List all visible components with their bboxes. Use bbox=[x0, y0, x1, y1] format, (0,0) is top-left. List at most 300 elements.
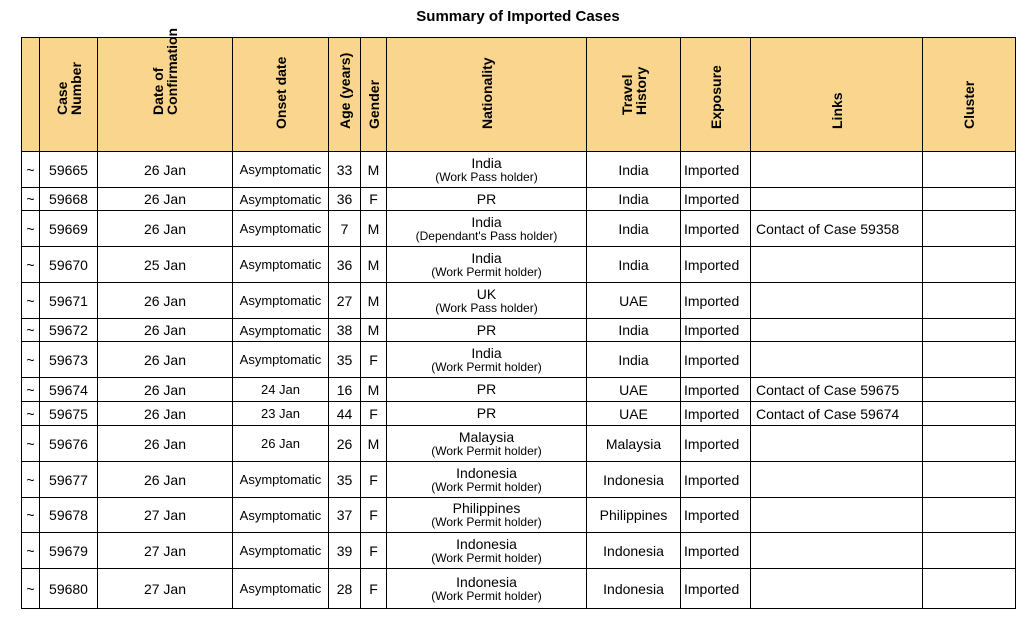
exposure-cell bbox=[681, 152, 751, 188]
gender-cell bbox=[361, 342, 387, 378]
row-mark bbox=[22, 462, 40, 498]
header-nationality bbox=[387, 38, 587, 152]
exposure: Imported bbox=[684, 580, 740, 597]
pass-type: (Work Permit holder) bbox=[431, 359, 542, 374]
cluster-cell bbox=[923, 188, 1016, 211]
nationality-cell bbox=[387, 378, 587, 402]
age: 44 bbox=[336, 405, 353, 422]
gender: F bbox=[369, 580, 378, 597]
pass-type: (Dependant's Pass holder) bbox=[415, 228, 558, 243]
gender: M bbox=[367, 161, 380, 178]
case-number-cell bbox=[40, 462, 98, 498]
age: 38 bbox=[336, 322, 353, 338]
nationality: Indonesia bbox=[456, 573, 517, 590]
row-mark-text: ~ bbox=[26, 322, 35, 338]
row-mark-text: ~ bbox=[26, 292, 35, 309]
onset-date-cell bbox=[233, 533, 329, 569]
cluster-cell bbox=[923, 152, 1016, 188]
confirmation-date-cell bbox=[98, 402, 233, 426]
header-nationality-label: Nationality bbox=[478, 57, 495, 129]
cluster-cell bbox=[923, 247, 1016, 283]
case-number-cell bbox=[40, 211, 98, 247]
case-number-cell bbox=[40, 569, 98, 609]
onset-date-cell bbox=[233, 211, 329, 247]
case-number-cell bbox=[40, 402, 98, 426]
age-cell bbox=[329, 533, 361, 569]
case-number: 59672 bbox=[49, 322, 88, 338]
exposure: Imported bbox=[684, 292, 740, 309]
onset-date: 24 Jan bbox=[260, 382, 301, 397]
pass-type: (Work Permit holder) bbox=[431, 479, 542, 494]
travel-history-cell bbox=[587, 283, 681, 319]
table-row bbox=[22, 152, 1016, 188]
age: 7 bbox=[340, 220, 349, 237]
travel-history: India bbox=[618, 256, 649, 273]
case-number-cell bbox=[40, 378, 98, 402]
onset-date: Asymptomatic bbox=[239, 162, 322, 177]
table-row bbox=[22, 342, 1016, 378]
pass-type: (Work Permit holder) bbox=[431, 588, 542, 603]
travel-history-cell bbox=[587, 342, 681, 378]
nationality-cell bbox=[387, 462, 587, 498]
table-row bbox=[22, 462, 1016, 498]
gender-cell bbox=[361, 462, 387, 498]
row-mark-text: ~ bbox=[26, 220, 35, 237]
case-number: 59679 bbox=[49, 542, 88, 559]
exposure: Imported bbox=[684, 351, 740, 368]
onset-date-cell bbox=[233, 188, 329, 211]
row-mark-text: ~ bbox=[26, 161, 35, 178]
header-case-number bbox=[40, 38, 98, 152]
nationality: PR bbox=[476, 321, 497, 338]
age-cell bbox=[329, 569, 361, 609]
links-cell bbox=[751, 402, 923, 426]
onset-date-cell bbox=[233, 378, 329, 402]
exposure-cell bbox=[681, 283, 751, 319]
header-travel-history bbox=[587, 38, 681, 152]
cluster-cell bbox=[923, 569, 1016, 609]
header-cluster bbox=[923, 38, 1016, 152]
confirmation-date: 26 Jan bbox=[143, 381, 187, 398]
onset-date: Asymptomatic bbox=[239, 581, 322, 596]
onset-date-cell bbox=[233, 247, 329, 283]
onset-date: Asymptomatic bbox=[239, 191, 322, 207]
table-row bbox=[22, 319, 1016, 342]
confirmation-date: 26 Jan bbox=[143, 220, 187, 237]
onset-date-cell bbox=[233, 319, 329, 342]
exposure: Imported bbox=[684, 256, 740, 273]
confirmation-date: 26 Jan bbox=[143, 191, 187, 207]
header-age-label: Age (years) bbox=[336, 52, 353, 129]
cluster-cell bbox=[923, 462, 1016, 498]
exposure: Imported bbox=[684, 507, 740, 523]
travel-history: Indonesia bbox=[603, 542, 664, 559]
header-date-of-confirmation bbox=[98, 27, 233, 152]
gender-cell bbox=[361, 533, 387, 569]
onset-date: Asymptomatic bbox=[239, 472, 322, 487]
gender: M bbox=[367, 322, 380, 338]
nationality: India bbox=[471, 344, 502, 361]
onset-date-cell bbox=[233, 152, 329, 188]
pass-type: (Work Pass holder) bbox=[435, 169, 538, 184]
confirmation-date-cell bbox=[98, 462, 233, 498]
case-number: 59680 bbox=[49, 580, 88, 597]
cluster-cell bbox=[923, 319, 1016, 342]
age-cell bbox=[329, 283, 361, 319]
onset-date: Asymptomatic bbox=[239, 322, 322, 338]
pass-type: (Work Pass holder) bbox=[435, 300, 538, 315]
confirmation-date-cell bbox=[98, 378, 233, 402]
confirmation-date-cell bbox=[98, 283, 233, 319]
travel-history-cell bbox=[587, 211, 681, 247]
confirmation-date: 26 Jan bbox=[143, 292, 187, 309]
links-cell bbox=[751, 426, 923, 462]
travel-history: Malaysia bbox=[605, 435, 662, 452]
age: 36 bbox=[336, 256, 353, 273]
cluster-cell bbox=[923, 426, 1016, 462]
table-row bbox=[22, 426, 1016, 462]
row-mark bbox=[22, 152, 40, 188]
exposure: Imported bbox=[684, 161, 740, 178]
confirmation-date: 26 Jan bbox=[143, 471, 187, 488]
onset-date-cell bbox=[233, 498, 329, 533]
exposure-cell bbox=[681, 319, 751, 342]
age-cell bbox=[329, 426, 361, 462]
confirmation-date-cell bbox=[98, 319, 233, 342]
age-cell bbox=[329, 342, 361, 378]
nationality: Malaysia bbox=[458, 428, 515, 445]
travel-history-cell bbox=[587, 378, 681, 402]
case-number-cell bbox=[40, 283, 98, 319]
case-number-cell bbox=[40, 319, 98, 342]
table-row bbox=[22, 402, 1016, 426]
cluster-cell bbox=[923, 498, 1016, 533]
nationality: PR bbox=[476, 405, 497, 421]
confirmation-date: 27 Jan bbox=[143, 542, 187, 559]
travel-history-cell bbox=[587, 152, 681, 188]
row-mark-text: ~ bbox=[26, 351, 35, 368]
exposure-cell bbox=[681, 188, 751, 211]
onset-date-cell bbox=[233, 462, 329, 498]
age: 35 bbox=[336, 471, 353, 488]
row-mark bbox=[22, 247, 40, 283]
header-exposure-label: Exposure bbox=[707, 65, 724, 129]
exposure-cell bbox=[681, 402, 751, 426]
age: 27 bbox=[336, 292, 353, 309]
header-gender-label: Gender bbox=[365, 79, 382, 129]
row-mark-text: ~ bbox=[26, 507, 35, 523]
row-mark bbox=[22, 533, 40, 569]
row-mark-text: ~ bbox=[26, 381, 35, 398]
links-cell bbox=[751, 569, 923, 609]
age-cell bbox=[329, 378, 361, 402]
gender-cell bbox=[361, 152, 387, 188]
page-title: Summary of Imported Cases bbox=[416, 8, 620, 25]
exposure-cell bbox=[681, 462, 751, 498]
onset-date: Asymptomatic bbox=[239, 543, 322, 558]
links: Contact of Case 59358 bbox=[756, 220, 900, 237]
cluster-cell bbox=[923, 378, 1016, 402]
row-mark bbox=[22, 569, 40, 609]
case-number: 59675 bbox=[49, 405, 88, 422]
table-row bbox=[22, 247, 1016, 283]
travel-history-cell bbox=[587, 402, 681, 426]
travel-history: India bbox=[618, 220, 649, 237]
confirmation-date: 26 Jan bbox=[143, 405, 187, 422]
travel-history-cell bbox=[587, 462, 681, 498]
gender-cell bbox=[361, 283, 387, 319]
table-row bbox=[22, 533, 1016, 569]
gender-cell bbox=[361, 426, 387, 462]
links-cell bbox=[751, 462, 923, 498]
cluster-cell bbox=[923, 283, 1016, 319]
case-number-cell bbox=[40, 247, 98, 283]
header-onset-date-label: Onset date bbox=[272, 56, 289, 129]
row-mark-text: ~ bbox=[26, 580, 35, 597]
case-number: 59665 bbox=[49, 161, 88, 178]
header-cluster-label: Cluster bbox=[961, 80, 977, 129]
travel-history-cell bbox=[587, 426, 681, 462]
travel-history: Indonesia bbox=[603, 580, 664, 597]
cluster-cell bbox=[923, 402, 1016, 426]
header-age bbox=[329, 38, 361, 152]
age: 33 bbox=[336, 161, 353, 178]
case-number: 59676 bbox=[49, 435, 88, 452]
row-mark bbox=[22, 283, 40, 319]
row-mark bbox=[22, 402, 40, 426]
travel-history: Indonesia bbox=[603, 471, 664, 488]
table-row bbox=[22, 569, 1016, 609]
case-number: 59671 bbox=[49, 292, 88, 309]
nationality: Indonesia bbox=[456, 464, 517, 481]
confirmation-date-cell bbox=[98, 188, 233, 211]
table-row bbox=[22, 283, 1016, 319]
age: 37 bbox=[336, 507, 353, 523]
confirmation-date-cell bbox=[98, 426, 233, 462]
exposure: Imported bbox=[684, 435, 740, 452]
nationality: UK bbox=[476, 285, 497, 302]
gender: M bbox=[367, 435, 380, 452]
links-cell bbox=[751, 247, 923, 283]
age-cell bbox=[329, 462, 361, 498]
age-cell bbox=[329, 319, 361, 342]
travel-history: Philippines bbox=[599, 507, 668, 523]
exposure: Imported bbox=[684, 542, 740, 559]
links-cell bbox=[751, 319, 923, 342]
gender-cell bbox=[361, 188, 387, 211]
case-number-cell bbox=[40, 426, 98, 462]
pass-type: (Work Permit holder) bbox=[431, 515, 542, 529]
confirmation-date: 25 Jan bbox=[143, 256, 187, 273]
row-mark-text: ~ bbox=[26, 435, 35, 452]
cluster-cell bbox=[923, 342, 1016, 378]
travel-history: India bbox=[618, 351, 649, 368]
exposure-cell bbox=[681, 378, 751, 402]
age: 28 bbox=[336, 580, 353, 597]
age-cell bbox=[329, 498, 361, 533]
onset-date: 23 Jan bbox=[260, 406, 301, 421]
exposure: Imported bbox=[684, 191, 740, 207]
header-mark bbox=[22, 38, 40, 152]
confirmation-date-cell bbox=[98, 342, 233, 378]
nationality-cell bbox=[387, 319, 587, 342]
table-body bbox=[22, 152, 1016, 609]
nationality-cell bbox=[387, 426, 587, 462]
case-number-cell bbox=[40, 533, 98, 569]
gender: M bbox=[367, 292, 380, 309]
onset-date: Asymptomatic bbox=[239, 352, 322, 367]
row-mark-text: ~ bbox=[26, 542, 35, 559]
age: 35 bbox=[336, 351, 353, 368]
table-row bbox=[22, 498, 1016, 533]
nationality-cell bbox=[387, 533, 587, 569]
confirmation-date: 26 Jan bbox=[143, 435, 187, 452]
confirmation-date-cell bbox=[98, 247, 233, 283]
onset-date: 26 Jan bbox=[260, 436, 301, 451]
row-mark bbox=[22, 211, 40, 247]
travel-history-cell bbox=[587, 569, 681, 609]
gender: F bbox=[369, 507, 378, 523]
onset-date-cell bbox=[233, 402, 329, 426]
links-cell bbox=[751, 378, 923, 402]
nationality: India bbox=[471, 213, 502, 230]
nationality-cell bbox=[387, 188, 587, 211]
exposure-cell bbox=[681, 533, 751, 569]
travel-history: UAE bbox=[619, 381, 648, 398]
exposure: Imported bbox=[684, 405, 740, 422]
nationality-cell bbox=[387, 402, 587, 426]
exposure-cell bbox=[681, 211, 751, 247]
travel-history-cell bbox=[587, 319, 681, 342]
links-cell bbox=[751, 283, 923, 319]
nationality-cell bbox=[387, 569, 587, 609]
links: Contact of Case 59674 bbox=[756, 405, 900, 422]
nationality-cell bbox=[387, 211, 587, 247]
gender-cell bbox=[361, 569, 387, 609]
gender-cell bbox=[361, 498, 387, 533]
case-number: 59674 bbox=[49, 381, 88, 398]
row-mark bbox=[22, 188, 40, 211]
case-number: 59668 bbox=[49, 191, 88, 207]
case-number: 59673 bbox=[49, 351, 88, 368]
case-number-cell bbox=[40, 498, 98, 533]
onset-date: Asymptomatic bbox=[239, 507, 322, 523]
onset-date: Asymptomatic bbox=[239, 257, 322, 272]
header-travel-history-label: Travel History bbox=[618, 66, 649, 115]
links-cell bbox=[751, 211, 923, 247]
age-cell bbox=[329, 247, 361, 283]
confirmation-date-cell bbox=[98, 569, 233, 609]
travel-history-cell bbox=[587, 188, 681, 211]
travel-history: India bbox=[618, 322, 649, 338]
case-number: 59670 bbox=[49, 256, 88, 273]
case-number-cell bbox=[40, 342, 98, 378]
row-mark bbox=[22, 426, 40, 462]
header-date-of-confirmation-label: Date of Confirmation bbox=[150, 27, 180, 115]
travel-history: UAE bbox=[619, 405, 648, 422]
cluster-cell bbox=[923, 211, 1016, 247]
pass-type: (Work Permit holder) bbox=[431, 443, 542, 458]
links-cell bbox=[751, 152, 923, 188]
gender-cell bbox=[361, 211, 387, 247]
gender: F bbox=[369, 471, 378, 488]
age: 26 bbox=[336, 435, 353, 452]
header-case-number-label: Case Number bbox=[53, 62, 84, 115]
case-number: 59677 bbox=[49, 471, 88, 488]
nationality-cell bbox=[387, 342, 587, 378]
table-row bbox=[22, 378, 1016, 402]
pass-type: (Work Permit holder) bbox=[431, 550, 542, 565]
case-number-cell bbox=[40, 188, 98, 211]
exposure: Imported bbox=[684, 220, 740, 237]
confirmation-date: 26 Jan bbox=[143, 322, 187, 338]
exposure: Imported bbox=[684, 381, 740, 398]
travel-history-cell bbox=[587, 498, 681, 533]
nationality: Philippines bbox=[452, 500, 521, 516]
row-mark-text: ~ bbox=[26, 471, 35, 488]
travel-history: India bbox=[618, 161, 649, 178]
onset-date: Asymptomatic bbox=[239, 221, 322, 236]
header-exposure bbox=[681, 38, 751, 152]
row-mark bbox=[22, 319, 40, 342]
age-cell bbox=[329, 188, 361, 211]
confirmation-date-cell bbox=[98, 211, 233, 247]
header-row bbox=[22, 38, 1016, 152]
links-cell bbox=[751, 342, 923, 378]
travel-history: UAE bbox=[619, 292, 648, 309]
row-mark-text: ~ bbox=[26, 191, 35, 207]
confirmation-date: 27 Jan bbox=[143, 580, 187, 597]
age: 39 bbox=[336, 542, 353, 559]
onset-date-cell bbox=[233, 569, 329, 609]
nationality: Indonesia bbox=[456, 535, 517, 552]
header-gender bbox=[361, 38, 387, 152]
exposure-cell bbox=[681, 569, 751, 609]
nationality-cell bbox=[387, 283, 587, 319]
gender-cell bbox=[361, 247, 387, 283]
exposure-cell bbox=[681, 498, 751, 533]
row-mark bbox=[22, 498, 40, 533]
age-cell bbox=[329, 211, 361, 247]
onset-date-cell bbox=[233, 426, 329, 462]
nationality: India bbox=[471, 154, 502, 171]
row-mark-text: ~ bbox=[26, 405, 35, 422]
gender: F bbox=[369, 191, 378, 207]
case-number-cell bbox=[40, 152, 98, 188]
travel-history-cell bbox=[587, 533, 681, 569]
header-links bbox=[751, 38, 923, 152]
case-number: 59669 bbox=[49, 220, 88, 237]
onset-date-cell bbox=[233, 283, 329, 319]
links-cell bbox=[751, 188, 923, 211]
row-mark bbox=[22, 342, 40, 378]
onset-date-cell bbox=[233, 342, 329, 378]
gender: F bbox=[369, 542, 378, 559]
cluster-cell bbox=[923, 533, 1016, 569]
table-row bbox=[22, 211, 1016, 247]
row-mark bbox=[22, 378, 40, 402]
travel-history: India bbox=[618, 191, 649, 207]
age: 16 bbox=[336, 381, 353, 398]
exposure-cell bbox=[681, 247, 751, 283]
nationality: PR bbox=[476, 190, 497, 207]
gender: F bbox=[369, 405, 378, 422]
age-cell bbox=[329, 152, 361, 188]
gender: M bbox=[367, 256, 380, 273]
exposure: Imported bbox=[684, 322, 740, 338]
onset-date: Asymptomatic bbox=[239, 293, 322, 308]
age: 36 bbox=[336, 191, 353, 207]
